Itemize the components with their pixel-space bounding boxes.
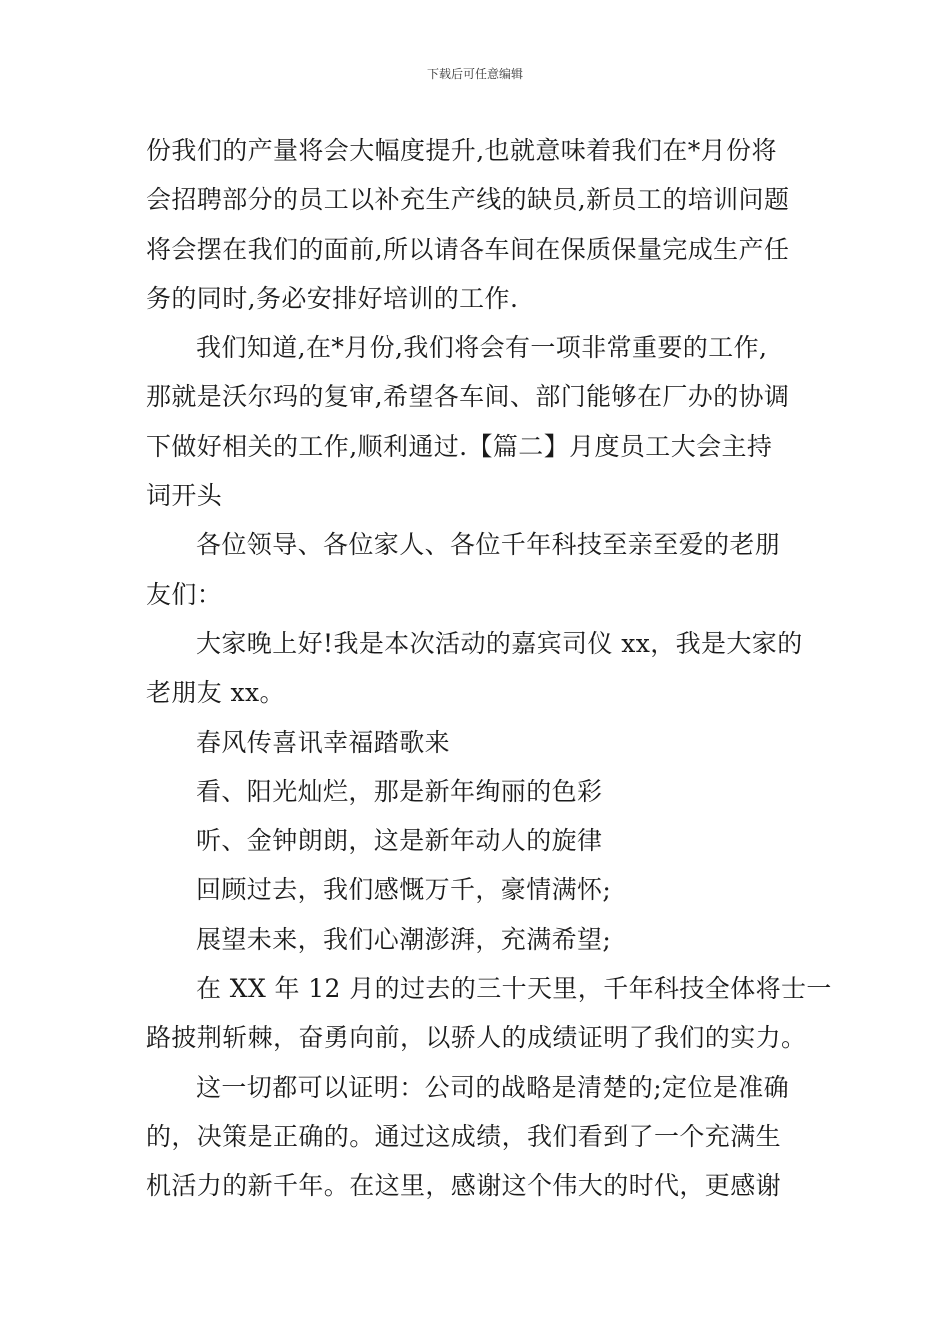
text-line: 的，决策是正确的。通过这成绩，我们看到了一个充满生 bbox=[146, 1121, 782, 1151]
page-header: 下载后可任意编辑 bbox=[426, 67, 523, 81]
text-line: 各位领导、各位家人、各位千年科技至亲至爱的老朋 bbox=[196, 530, 781, 560]
text-line: 份我们的产量将会大幅度提升,也就意味着我们在*月份将 bbox=[146, 136, 777, 165]
text-line: 这一切都可以证明：公司的战略是清楚的;定位是准确 bbox=[196, 1072, 790, 1102]
text-line: 听、金钟朗朗，这是新年动人的旋律 bbox=[196, 826, 603, 856]
text-line: 下做好相关的工作,顺利通过.【篇二】月度员工大会主持 bbox=[146, 431, 773, 461]
text-line: 大家晚上好!我是本次活动的嘉宾司仪 xx，我是大家的 bbox=[196, 628, 803, 658]
text-line: 机活力的新千年。在这里，感谢这个伟大的时代，更感谢 bbox=[146, 1171, 782, 1201]
text-line: 路披荆斩棘，奋勇向前，以骄人的成绩证明了我们的实力。 bbox=[146, 1023, 807, 1053]
text-line: 将会摆在我们的面前,所以请各车间在保质保量完成生产任 bbox=[146, 234, 790, 264]
text-line: 那就是沃尔玛的复审,希望各车间、部门能够在厂办的协调 bbox=[146, 382, 790, 412]
text-line: 展望未来，我们心潮澎湃，充满希望; bbox=[196, 924, 612, 954]
text-line: 老朋友 xx。 bbox=[146, 678, 285, 708]
text-line: 在 XX 年 12 月的过去的三十天里，千年科技全体将士一 bbox=[196, 974, 832, 1004]
text-line: 务的同时,务必安排好培训的工作. bbox=[146, 283, 519, 313]
text-line: 会招聘部分的员工以补充生产线的缺员,新员工的培训问题 bbox=[146, 185, 790, 215]
text-line: 回顾过去，我们感慨万千，豪情满怀; bbox=[196, 875, 612, 905]
text-line: 春风传喜讯幸福踏歌来 bbox=[196, 727, 451, 757]
document-body bbox=[146, 126, 832, 1211]
text-line: 我们知道,在*月份,我们将会有一项非常重要的工作, bbox=[196, 333, 768, 363]
text-line: 看、阳光灿烂，那是新年绚丽的色彩 bbox=[196, 776, 603, 806]
text-line: 词开头 bbox=[146, 481, 223, 511]
text-line: 友们： bbox=[146, 579, 223, 609]
